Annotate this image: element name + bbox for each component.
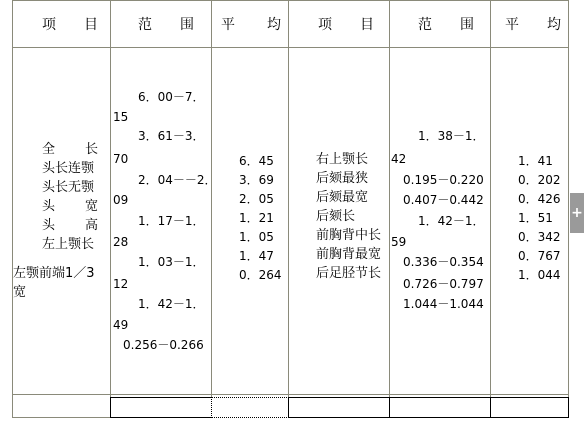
header-char: 项	[42, 17, 56, 33]
item-label: 前胸背最宽	[316, 247, 382, 262]
item-label-part: 宽	[84, 199, 98, 214]
right-averages	[518, 152, 561, 285]
grid-line	[110, 0, 111, 418]
item-label: 前胸背中长	[316, 228, 382, 243]
grid-line	[490, 0, 491, 418]
empty-cell-box[interactable]	[211, 397, 289, 418]
item-label: 后足胫节长	[316, 266, 382, 281]
header-range-right	[418, 14, 474, 36]
header-char: 均	[267, 17, 281, 33]
item-row	[42, 159, 98, 178]
range-line: 0.336－0.354	[403, 255, 484, 269]
right-item-labels	[316, 150, 381, 283]
empty-cell-box[interactable]	[389, 397, 491, 418]
item-row	[42, 216, 98, 235]
item-label-part: 左上颚长	[42, 237, 95, 252]
range-line: 1．42－1．	[418, 214, 485, 228]
range-line: 2．04－－2．	[138, 173, 217, 187]
range-line: 15	[113, 110, 129, 124]
range-line: 1．38－1．	[418, 129, 485, 143]
range-line: 6．00－7．	[138, 90, 205, 104]
grid-line	[211, 0, 212, 418]
range-line: 59	[391, 235, 407, 249]
item-label-part: 头长连颚	[42, 161, 95, 176]
range-line: 1．42－1．	[138, 297, 205, 311]
item-label: 后颏最宽	[316, 190, 369, 205]
range-line: 42	[391, 152, 407, 166]
item-label: 右上颚长	[316, 152, 369, 167]
left-item-labels	[42, 140, 98, 254]
item-label-part: 头	[42, 199, 56, 214]
range-line: 1．03－1．	[138, 255, 205, 269]
range-line: 0.726－0.797	[403, 277, 484, 291]
range-line: 0.256－0.266	[123, 338, 204, 352]
range-line: 09	[113, 193, 129, 207]
empty-cell-box[interactable]	[110, 397, 212, 418]
item-label-part: 高	[84, 218, 98, 233]
range-line: 1.044－1.044	[403, 297, 484, 311]
header-average-right	[505, 14, 561, 36]
grid-line	[12, 0, 569, 1]
item-label-part: 全	[42, 142, 56, 157]
average-value: 1．044	[518, 268, 561, 282]
header-char: 围	[180, 17, 194, 33]
grid-line	[12, 0, 13, 418]
average-value: 0．426	[518, 192, 561, 206]
header-char: 平	[505, 17, 519, 33]
range-line: 49	[113, 318, 129, 332]
grid-line	[12, 47, 569, 48]
range-line: 12	[113, 277, 129, 291]
item-row	[42, 235, 98, 254]
header-range-left	[138, 14, 194, 36]
item-row	[42, 140, 98, 159]
average-value: 3．69	[239, 173, 274, 187]
average-value: 1．21	[239, 211, 274, 225]
left-averages	[239, 152, 282, 285]
header-item-right	[318, 14, 374, 36]
item-label: 后颏最狭	[316, 171, 369, 186]
range-line: 1．17－1．	[138, 214, 205, 228]
item-row	[42, 178, 98, 197]
grid-line	[389, 0, 390, 418]
item-label-overflow: 左颚前端1／3	[13, 266, 95, 281]
average-value: 0．342	[518, 230, 561, 244]
item-label: 后颏长	[316, 209, 356, 224]
average-value: 1．41	[518, 154, 553, 168]
header-item-left	[42, 14, 98, 36]
header-char: 范	[138, 17, 152, 33]
average-value: 1．05	[239, 230, 274, 244]
empty-cell-box[interactable]	[490, 397, 569, 418]
range-line: 3．61－3．	[138, 129, 205, 143]
header-char: 围	[460, 17, 474, 33]
header-char: 范	[418, 17, 432, 33]
item-label-part: 头	[42, 218, 56, 233]
average-value: 2．05	[239, 192, 274, 206]
average-value: 0．202	[518, 173, 561, 187]
header-char: 均	[547, 17, 561, 33]
average-value: 6．45	[239, 154, 274, 168]
item-label-part: 长	[84, 142, 98, 157]
expand-handle[interactable]: +	[570, 193, 584, 233]
range-line: 70	[113, 152, 129, 166]
range-line: 0.195－0.220	[403, 173, 484, 187]
average-value: 1．51	[518, 211, 553, 225]
average-value: 0．767	[518, 249, 561, 263]
header-char: 平	[221, 17, 235, 33]
empty-cell-box[interactable]	[288, 397, 390, 418]
header-char: 目	[360, 17, 374, 33]
range-line: 28	[113, 235, 129, 249]
item-row	[42, 197, 98, 216]
header-char: 目	[84, 17, 98, 33]
grid-line	[288, 0, 289, 418]
average-value: 1．47	[239, 249, 274, 263]
item-label-part: 头长无颚	[42, 180, 95, 195]
item-label-overflow: 宽	[13, 285, 27, 300]
average-value: 0．264	[239, 268, 282, 282]
header-char: 项	[318, 17, 332, 33]
grid-line	[568, 0, 569, 418]
header-average-left	[221, 14, 281, 36]
grid-line	[12, 394, 569, 395]
range-line: 0.407－0.442	[403, 193, 484, 207]
